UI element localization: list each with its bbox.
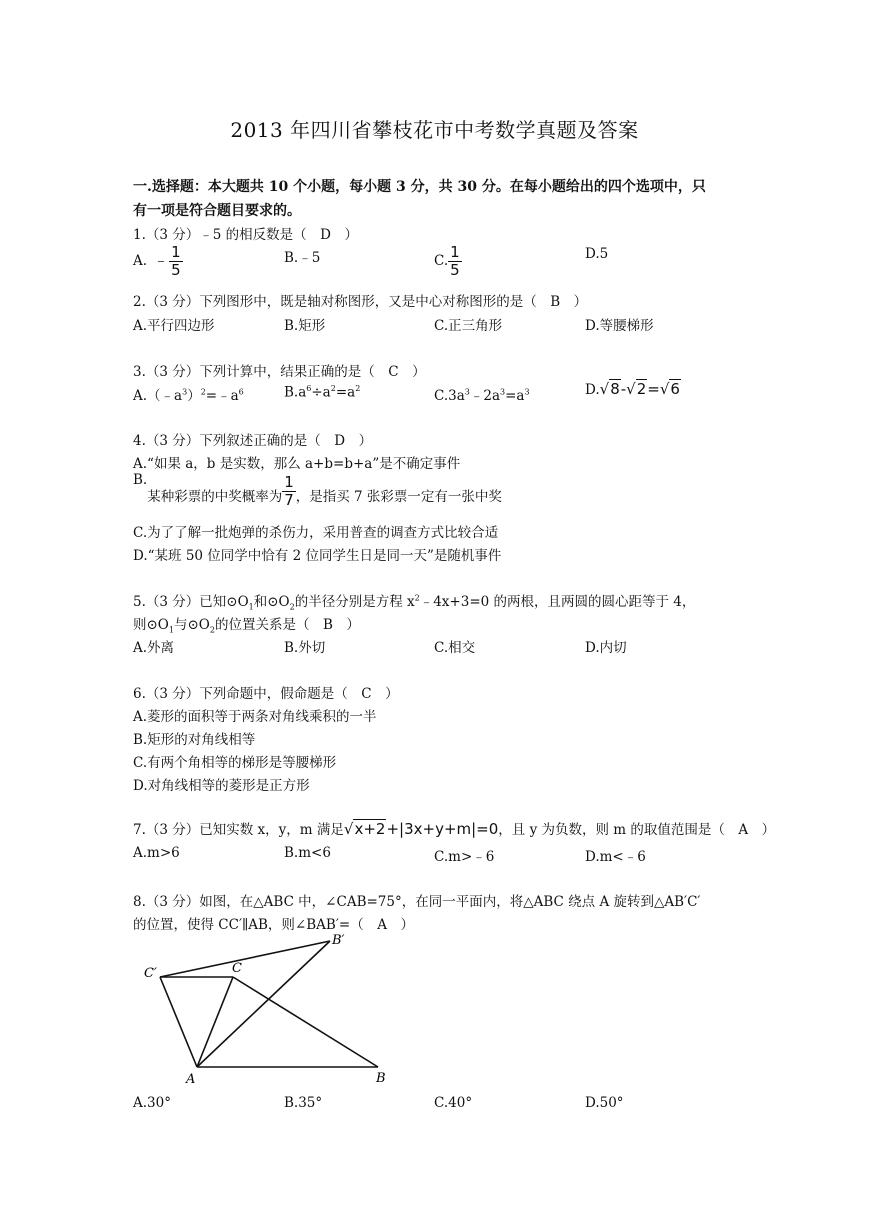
label-c: C [232,961,242,976]
label-b-prime: B′ [332,933,345,948]
q5-stem-line1: 5.（3 分）已知$⊙O_1$和$⊙O_2$的半径分别是方程 $x^2﹣4x+3=0$ 的两根，且两圆的圆心距等于 4， [133,593,696,612]
page-title: 2013 年四川省攀枝花市中考数学真题及答案 [230,118,639,142]
q4-option-b: B.某种彩票的中奖概率为 $\frac{1}{7}$ ，是指买 7 张彩票一定有一张中奖 [133,472,502,509]
q3-option-c: $C.3a^3﹣2a^3=a^3$ [434,387,530,404]
q7-option-b: B.m<6 [284,845,331,861]
label-b: B [376,1071,386,1086]
segment-c-b [233,977,378,1067]
q8-option-c: C.40° [434,1095,473,1111]
q5-option-d: D.内切 [585,640,627,656]
q4-option-a: A.“如果 a，b 是实数，那么 a+b=b+a”是不确定事件 [133,456,461,472]
q5-stem-line2: 则$⊙O_1$与$⊙O_2$的位置关系是（ B ） [133,617,360,635]
section-heading-line1: 一.选择题：本大题共 10 个小题，每小题 3 分，共 30 分。在每小题给出的四个选项中，只 [133,179,706,195]
q1-option-a: A. ﹣ $\frac{1}{5}$ [133,243,181,279]
q6-option-c: C.有两个角相等的梯形是等腰梯形 [133,755,337,771]
label-c-prime: C′ [144,966,157,981]
q1-stem: 1.（3 分）﹣5 的相反数是（ D ） [133,227,358,243]
q2-option-d: D.等腰梯形 [585,318,654,334]
q3-option-a: $A.(﹣a^3)^2=﹣a^6$ [133,387,244,404]
q2-option-c: C.正三角形 [434,318,503,334]
q6-stem: 6.（3 分）下列命题中，假命题是（ C ） [133,686,399,702]
q7-stem: 7.（3 分）已知实数 x，y，m 满足√x+2+|3x+y+m|=0，且 y 为负数，则 m 的取值范围是（ A ） [133,820,776,838]
q8-stem-line1: 8.（3 分）如图，在△ABC 中，∠CAB=75°，在同一平面内，将△ABC 绕点 A 旋转到△AB′C′ [133,894,701,910]
q4-stem: 4.（3 分）下列叙述正确的是（ D ） [133,433,373,449]
label-a: A [186,1072,196,1087]
q6-option-d: D.对角线相等的菱形是正方形 [133,778,310,794]
q8-option-d: D.50° [585,1095,624,1111]
q5-option-a: A.外离 [133,640,175,656]
q8-option-b: B.35° [284,1095,323,1111]
q7-option-c: C.m>﹣6 [434,849,495,865]
q1-option-d: D.5 [585,246,609,262]
segment-c1-a [160,977,197,1067]
segment-c1-b1 [160,941,330,977]
q4-option-d: D.“某班 50 位同学中恰有 2 位同学生日是同一天”是随机事件 [133,548,502,564]
section-heading-line2: 有一项是符合题目要求的。 [133,203,301,219]
q7-option-d: D.m<﹣6 [585,849,646,865]
q3-option-d: D.√8-√2=√6 [585,380,680,398]
q2-option-b: B.矩形 [284,318,326,334]
q7-option-a: A.m>6 [133,845,180,861]
q8-option-a: A.30° [133,1095,171,1111]
q6-option-b: B.矩形的对角线相等 [133,732,256,748]
q4-option-c: C.为了了解一批炮弹的杀伤力，采用普查的调查方式比较合适 [133,525,499,541]
q2-stem: 2.（3 分）下列图形中，既是轴对称图形，又是中心对称图形的是（ B ） [133,294,588,310]
q6-option-a: A.菱形的面积等于两条对角线乘积的一半 [133,709,377,725]
q3-option-b: $B.a^6\div a^2=a^2$ [284,384,361,401]
segment-c-a [197,977,233,1067]
q2-option-a: A.平行四边形 [133,318,215,334]
q8-stem-line2: 的位置，使得 CC′∥AB，则∠BAB′=（ A ） [133,917,414,933]
q1-option-c: C. $\frac{1}{5}$ [434,243,460,279]
q1-option-b: B.﹣5 [284,250,321,266]
q3-stem: 3.（3 分）下列计算中，结果正确的是（ C ） [133,364,426,380]
q8-figure [140,930,400,1090]
q5-option-b: B.外切 [284,640,326,656]
q5-option-c: C.相交 [434,640,476,656]
segment-a-b1 [197,941,330,1067]
